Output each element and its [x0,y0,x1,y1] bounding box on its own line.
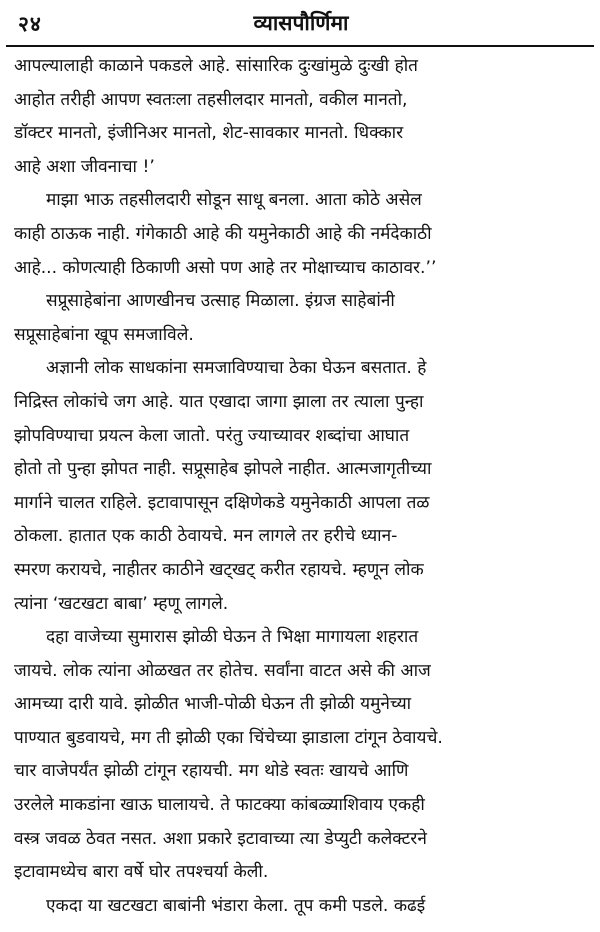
text-line: मार्गाने चालत राहिले. इटावापासून दक्षिणेकडे यमुनेकाठी आपला तळ [14,492,430,513]
text-line: अज्ञानी लोक साधकांना समजाविण्याचा ठेका घेऊन बसतात. हे [46,358,427,379]
text-line: वस्त्र जवळ ठेवत नसत. अशा प्रकारे इटावाच्या त्या डेप्युटी कलेक्टरने [14,828,427,849]
text-line: होतो तो पुन्हा झोपत नाही. सप्रूसाहेब झोपले नाहीत. आत्मजागृतीच्या [14,459,432,480]
text-line: आमच्या दारी यावे. झोळीत भाजी-पोळी घेऊन ती झोळी यमुनेच्या [14,694,412,715]
text-line: स्मरण करायचे, नाहीतर काठीने खट्खट् करीत रहायचे. म्हणून लोक [14,559,424,580]
text-line: जायचे. लोक त्यांना ओळखत तर होतेच. सर्वांना वाटत असे की आज [14,660,431,681]
text-line: इटावामध्येच बारा वर्षे घोर तपश्चर्या केली. [14,862,269,883]
text-line: चार वाजेपर्यंत झोळी टांगून रहायची. मग थोडे स्वतः खायचे आणि [14,761,409,782]
page-header [12,0,590,44]
text-line: सप्रूसाहेबांना आणखीनच उत्साह मिळाला. इंग्रज साहेबांनी [46,291,395,312]
text-line: दहा वाजेच्या सुमारास झोळी घेऊन ते भिक्षा मागायला शहरात [46,627,419,648]
text-line: डॉक्टर मानतो, इंजीनिअर मानतो, शेट-सावकार मानतो. धिक्कार [14,123,404,144]
text-line: आपल्यालाही काळाने पकडले आहे. सांसारिक दुःखांमुळे दुःखी होत [14,56,418,76]
text-line: निद्रिस्त लोकांचे जग आहे. यात एखादा जागा झाला तर त्याला पुन्हा [14,391,424,412]
body-text [14,50,588,923]
running-title: व्यासपौर्णिमा [253,11,349,35]
text-line: ठोकला. हातात एक काठी ठेवायचे. मन लागले तर हरीचे ध्यान- [14,526,398,547]
text-line: आहोत तरीही आपण स्वतःला तहसीलदार मानतो, वकील मानतो, [14,89,408,110]
text-line: उरलेले माकडांना खाऊ घालायचे. ते फाटक्या कांबळ्याशिवाय एकही [14,795,425,816]
header-rule [6,45,594,47]
text-line: काही ठाऊक नाही. गंगेकाठी आहे की यमुनेकाठी आहे की नर्मदेकाठी [14,223,432,244]
text-line: एकदा या खटखटा बाबांनी भंडारा केला. तूप कमी पडले. कढई [46,895,426,916]
text-line: त्यांना ‘खटखटा बाबा’ म्हणू लागले. [14,593,229,614]
text-line: सप्रूसाहेबांना खूप समजाविले. [14,324,194,345]
text-line: पाण्यात बुडवायचे, मग ती झोळी एका चिंचेच्या झाडाला टांगून ठेवायचे. [14,727,443,748]
text-line: माझा भाऊ तहसीलदारी सोडून साधू बनला. आता कोठे असेल [46,190,422,211]
text-line: आहे अशा जीवनाचा !’ [14,156,155,177]
page-number: २४ [18,12,42,36]
text-line: आहे... कोणत्याही ठिकाणी असो पण आहे तर मोक्षाच्याच काठावर.’’ [14,257,437,278]
text-line: झोपविण्याचा प्रयत्न केला जातो. परंतु ज्याच्यावर शब्दांचा आघात [14,425,410,446]
